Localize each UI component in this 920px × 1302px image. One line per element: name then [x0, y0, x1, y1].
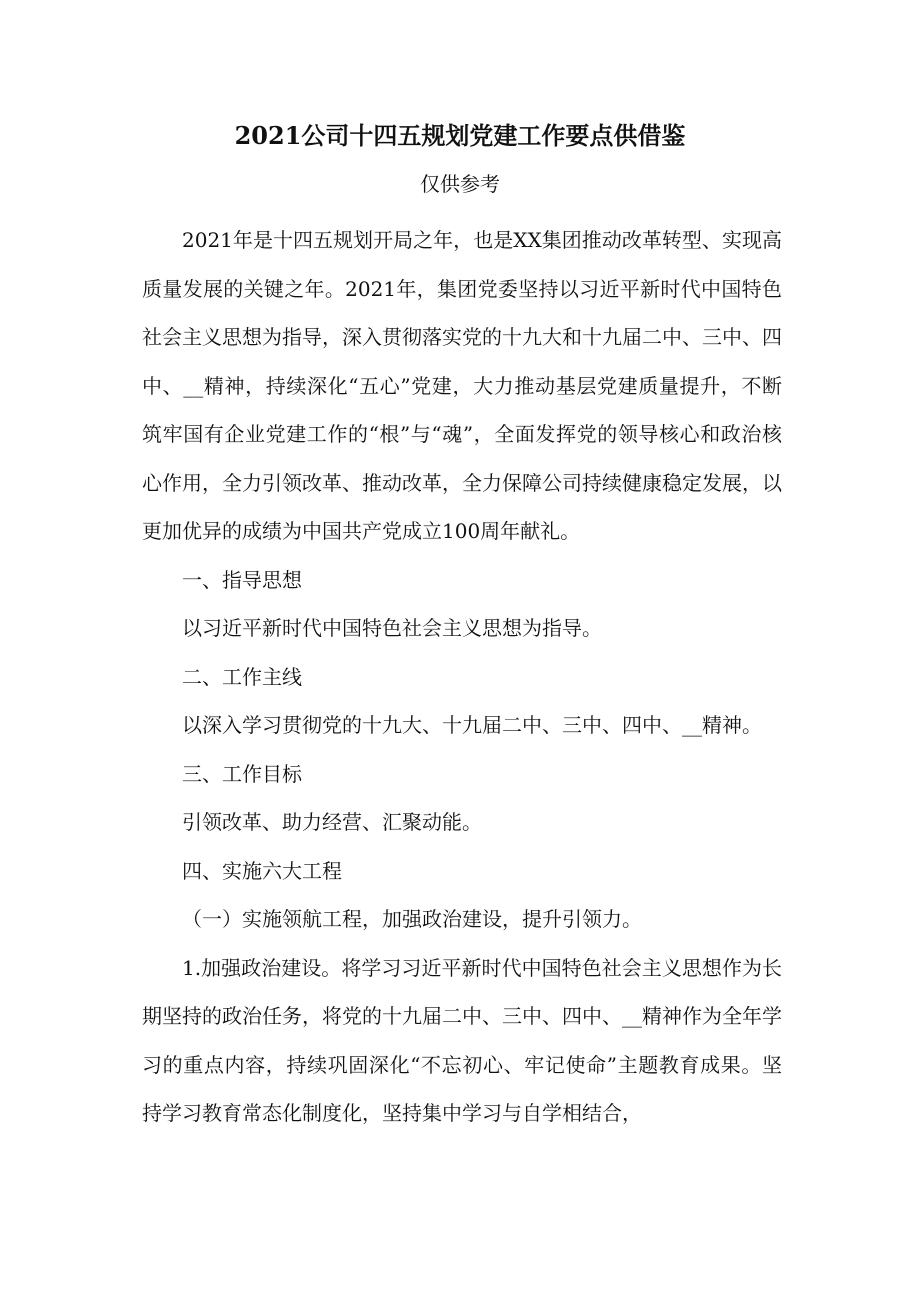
section-heading-six-projects: 四、实施六大工程	[182, 858, 342, 883]
document-title: 2021公司十四五规划党建工作要点供借鉴	[234, 121, 686, 150]
paragraph-work-mainline: 以深入学习贯彻党的十九大、十九届二中、三中、四中、__精神。	[182, 713, 762, 737]
paragraph-work-goals: 引领改革、助力经营、汇聚动能。	[182, 810, 482, 834]
subsection-heading-pilot-project: （一）实施领航工程，加强政治建设，提升引领力。	[182, 907, 642, 931]
document-subtitle: 仅供参考	[420, 172, 500, 196]
document-body	[142, 216, 782, 1138]
paragraph-guiding-thought: 以习近平新时代中国特色社会主义思想为指导。	[182, 616, 602, 640]
section-heading-guiding-thought: 一、指导思想	[182, 567, 302, 592]
paragraph-political-construction: 1.加强政治建设。将学习习近平新时代中国特色社会主义思想作为长期坚持的政治任务，将党的十九届二中、三中、四中、__精神作为全年学习的重点内容，持续巩固深化“不忘初心、牢记使命”主题教育成果。坚持学习教育常态化制度化，坚持集中学习与自学相结合，	[142, 955, 782, 1125]
paragraph-intro: 2021年是十四五规划开局之年，也是XX集团推动改革转型、实现高质量发展的关键之年。2021年，集团党委坚持以习近平新时代中国特色社会主义思想为指导，深入贯彻落实党的十九大和十九届二中、三中、四中、__精神，持续深化“五心”党建，大力推动基层党建质量提升，不断筑牢国有企业党建工作的“根”与“魂”，全面发挥党的领导核心和政治核心作用，全力引领改革、推动改革，全力保障公司持续健康稳定发展，以更加优异的成绩为中国共产党成立100周年献礼。	[142, 228, 782, 543]
section-heading-work-goals: 三、工作目标	[182, 761, 302, 786]
section-heading-work-mainline: 二、工作主线	[182, 664, 302, 689]
